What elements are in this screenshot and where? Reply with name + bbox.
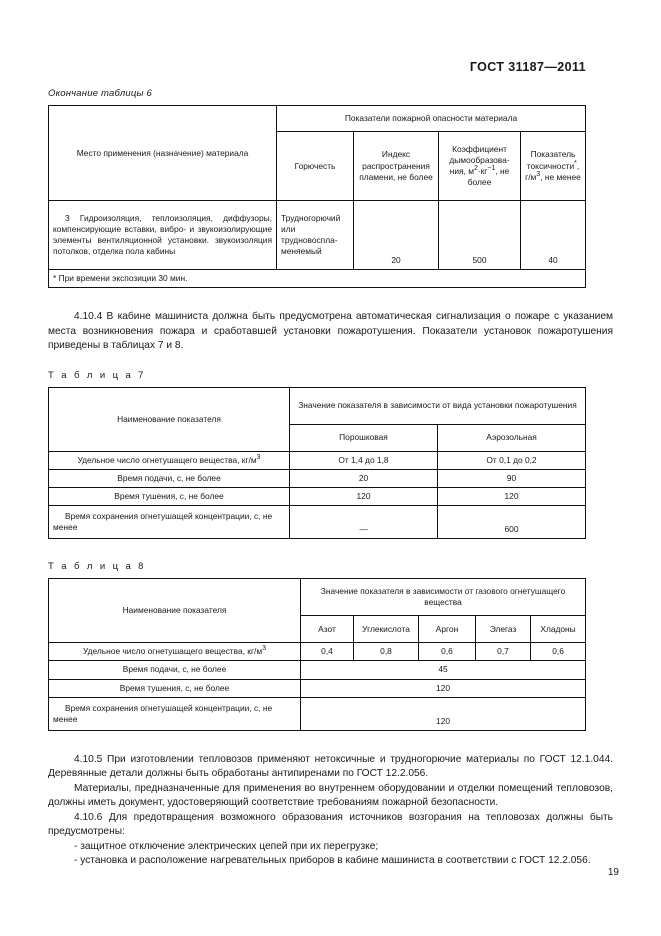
table8-cell-merged-value: 45 <box>301 661 586 679</box>
table7-cell-aerosol: От 0,1 до 0,2 <box>438 451 586 469</box>
table7-cell-powder: От 1,4 до 1,8 <box>290 451 438 469</box>
table8-col-freons-header: Хладоны <box>531 616 586 643</box>
table-7 <box>48 387 586 540</box>
table7-col-indicator-header: Наименование показателя <box>49 387 290 451</box>
table-row <box>49 661 586 679</box>
table7-col-powder-header: Порошковая <box>290 424 438 451</box>
smoke-coef-mid: ·кг <box>477 166 488 177</box>
page-content <box>48 88 613 869</box>
table8-cell-indicator: Время подачи, с, не более <box>49 661 301 679</box>
table8-cell-merged-value: 120 <box>301 679 586 697</box>
table6-col-flammability-header: Горючесть <box>277 132 354 201</box>
table7-cell-aerosol: 600 <box>438 506 586 539</box>
table8-col-sf6-header: Элегаз <box>476 616 531 643</box>
table6-cell-flame-spread: 20 <box>354 201 439 270</box>
table7-header-row-1 <box>49 387 586 424</box>
smoke-coef-tail: , не более <box>467 166 510 188</box>
toxicity-end: , не менее <box>540 171 581 182</box>
table6-footnote-row <box>49 270 586 288</box>
table8-cell-argon: 0,6 <box>419 643 476 661</box>
table7-cell-aerosol: 120 <box>438 488 586 506</box>
toxicity-text: Показатель токсичности <box>526 149 576 171</box>
table8-cell-indicator: Время тушения, с, не более <box>49 679 301 697</box>
table8-cell-sf6: 0,7 <box>476 643 531 661</box>
standard-number-header: ГОСТ 31187—2011 <box>469 60 586 74</box>
table-row <box>49 488 586 506</box>
table7-cell-powder: 20 <box>290 469 438 487</box>
indicator-sup: 3 <box>262 645 267 653</box>
indicator-text: Удельное число огнетушащего вещества, кг/м <box>82 646 263 657</box>
list-item: - установка и расположение нагревательных приборов в кабине машиниста в соответствии с ГОСТ 12.2.056. <box>74 855 591 867</box>
smoke-coef-sup-2: −1 <box>487 165 496 173</box>
table7-group-header: Значение показателя в зависимости от вида установки пожаротушения <box>290 387 586 424</box>
table-row <box>49 643 586 661</box>
table6-col-toxicity-header <box>521 132 586 201</box>
table8-col-argon-header: Аргон <box>419 616 476 643</box>
table8-cell-indicator: Время сохранения огнетушащей концентрации, с, не менее <box>49 697 301 730</box>
indicator-sup: 3 <box>256 454 261 461</box>
toxicity-tail: , г/м <box>525 160 580 182</box>
table8-col-nitrogen-header: Азот <box>301 616 354 643</box>
page-number: 19 <box>607 867 619 878</box>
table-row <box>49 697 586 730</box>
table7-cell-indicator: Время тушения, с, не более <box>49 488 290 506</box>
table-row <box>49 679 586 697</box>
paragraph-4-10-4: 4.10.4 В кабине машиниста должна быть предусмотрена автоматическая сигнализация о пожаре с указанием места возникновения пожара и сработавшей установки пожаротушения. Показатели установок пожаротушения приведены в таблицах 7 и 8. <box>48 311 613 352</box>
paragraph-4-10-5: 4.10.5 При изготовлении тепловозов применяют нетоксичные и трудногорючие материалы по ГОСТ 12.1.044. Деревянные детали должны быть обработаны антипиренами по ГОСТ 12.2.056. <box>48 753 613 780</box>
table-row <box>49 506 586 539</box>
paragraph-4-10-6: 4.10.6 Для предотвращения возможного образования источников возгорания на тепловозах должны быть предусмотрены: <box>48 811 613 838</box>
table8-cell-freons: 0,6 <box>531 643 586 661</box>
toxicity-footnote-marker: * <box>574 159 577 167</box>
table8-col-indicator-header: Наименование показателя <box>49 579 301 643</box>
table6-cell-material: 3 Гидроизоляция, теплоизоляция, диффузоры, компенсирующие вставки, вибро- и звукоизолирующие элементы вентиляционной установки. звукоизоляция потолков, отделка пола кабины <box>49 201 277 270</box>
table6-group-header: Показатели пожарной опасности материала <box>277 106 586 132</box>
table7-cell-powder: 120 <box>290 488 438 506</box>
table8-cell-indicator <box>49 643 301 661</box>
table8-cell-nitrogen: 0,4 <box>301 643 354 661</box>
smoke-coef-sup-1: 2 <box>473 165 478 173</box>
table6-col-material-header: Место применения (назначение) материала <box>49 106 277 201</box>
table7-cell-indicator <box>49 451 290 469</box>
table8-caption: Т а б л и ц а 8 <box>48 561 146 573</box>
table8-cell-carbon-dioxide: 0,8 <box>354 643 419 661</box>
toxicity-sup-2: 3 <box>536 170 541 178</box>
indicator-text: Удельное число огнетушащего вещества, кг/м <box>77 454 257 465</box>
table8-cell-merged-value: 120 <box>301 697 586 730</box>
paragraph-materials-certification: Материалы, предназначенные для применения во внутреннем оборудовании и отделки помещений тепловозов, должны иметь документ, удостоверяющий соответствие требованиям пожарной безопасности. <box>48 782 613 809</box>
table7-caption: Т а б л и ц а 7 <box>48 369 146 381</box>
table6-header-row-1 <box>49 106 586 132</box>
table8-group-header: Значение показателя в зависимости от газового огнетушащего вещества <box>301 579 586 616</box>
table-8 <box>48 578 586 731</box>
table6-cell-flammability: Трудногорючий или трудновоспламеняемый <box>277 201 354 270</box>
table8-header-row-1 <box>49 579 586 616</box>
table-row <box>49 451 586 469</box>
table6-col-smoke-coef-header <box>439 132 521 201</box>
table6-cell-toxicity: 40 <box>521 201 586 270</box>
table7-cell-aerosol: 90 <box>438 469 586 487</box>
smoke-coef-text: Коэффициент дымообразования, м <box>449 143 510 177</box>
table6-cell-smoke-coef: 500 <box>439 201 521 270</box>
table7-col-aerosol-header: Аэрозольная <box>438 424 586 451</box>
table8-col-carbon-dioxide-header: Углекислота <box>354 616 419 643</box>
table-6 <box>48 105 586 288</box>
table7-cell-indicator: Время сохранения огнетушащей концентрации, с, не менее <box>49 506 290 539</box>
list-item: - защитное отключение электрических цепей при их перегрузке; <box>74 840 379 852</box>
table-row <box>49 201 586 270</box>
table6-footnote: * При времени экспозиции 30 мин. <box>49 270 586 288</box>
table7-cell-powder: — <box>290 506 438 539</box>
table-row <box>49 469 586 487</box>
table7-cell-indicator: Время подачи, с, не более <box>49 469 290 487</box>
table6-caption: Окончание таблицы 6 <box>48 88 153 99</box>
table6-col-flame-spread-header: Индекс распространения пламени, не более <box>354 132 439 201</box>
